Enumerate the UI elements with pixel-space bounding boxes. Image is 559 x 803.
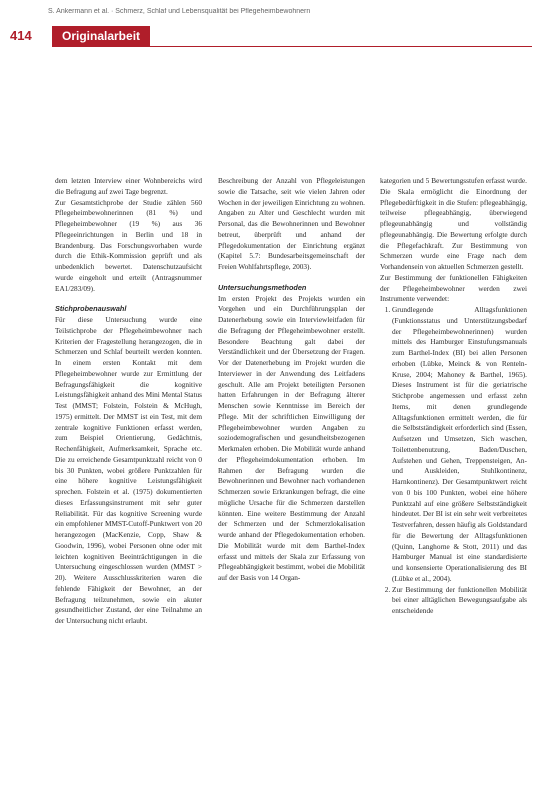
paragraph: dem letzten Interview einer Wohnbereichs wird die Befragung auf zwei Tage begrenzt. bbox=[55, 176, 202, 196]
text-column-2 bbox=[218, 176, 365, 584]
numbered-list bbox=[380, 305, 527, 617]
text-column-1 bbox=[55, 176, 202, 627]
paragraph: Für diese Untersuchung wurde eine Teilstichprobe der Pflegeheimbewohner nach Kriterien der Fragestellung herangezogen, die in Schmerzen und Schlaf beurteilt werden konnten. In einem ersten Kontakt mit dem Pflegeheimbewohner wurde zur Ermittlung der Befragungsfähigkeit die kognitive Leistungsfähigkeit anhand des Mini Mental Status Test (MMST; Folstein, Folstein & McHugh, 1975) ermittelt. Der MMST ist ein Test, mit dem zentrale kognitive Funktionen erfasst werden, zum Beispiel Orientierung, Gedächtnis, Rechenfähigkeit, Aufmerksamkeit, Sprache etc. Die zu erreichende Gesamtpunktzahl reicht von 0 bis 30 Punkten, wobei größere Punktzahlen für eine höhere kognitive Leistungsfähigkeit sprechen. Folstein et al. (1975) dokumentierten dieses Erfassungsinstrument mit sehr guter Reliabilität. Für das kognitive Screening wurde ein empfohlener MMST-Cutoff-Punktwert von 20 herangezogen (MacKenzie, Copp, Shaw & Goodwin, 1996), wobei Personen ohne oder mit leichten kognitiven Beeinträchtigungen in die Untersuchung eingeschlossen wurden (MMST > 20). Weitere Ausschlusskriterien waren die fehlende Fähigkeit der Bewohner, an der Befragung teilzunehmen, sowie ein akuter gesundheitlicher Zustand, der eine Teilnahme an der Untersuchung nicht erlaubt. bbox=[55, 315, 202, 625]
running-head: S. Ankermann et al. · Schmerz, Schlaf und Lebensqualität bei Pflegeheimbewohnern bbox=[48, 8, 311, 15]
paragraph: Zur Bestimmung der funktionellen Fähigkeiten der Pflegeheimbewohner werden zwei Instrumente verwendet: bbox=[380, 272, 527, 304]
page-number: 414 bbox=[10, 28, 32, 43]
section-heading: Untersuchungsmethoden bbox=[218, 282, 307, 292]
paragraph: Zur Gesamtstichprobe der Studie zählen 560 Pflegeheimbewohnerinnen (81 %) und Pflegeheimbewohner (19 %) aus 36 Pflegeeinrichtungen in Berlin und 18 in Brandenburg. Das Forschungsvorhaben wurde durch die Ethik-Kommission geprüft und als unbedenklich bewertet. Datenschutzaufsicht wurde eingeholt und erteilt (Antragsnummer EA1/283/09). bbox=[55, 197, 202, 293]
section-heading: Stichprobenauswahl bbox=[55, 304, 127, 314]
text-column-3 bbox=[380, 176, 527, 617]
list-item: 1. Grundlegende Alltagsfunktionen (Funktionsstatus und Unterstützungsbedarf der Pflegeheimbewohnerinnen) wurden mittels des Hamburger Einstufungsmanuals zum Barthel-Index (BI) bei allen Personen erhoben (Lübke, Meinck & von Renteln-Kruse, 2004; Mahoney & Barthel, 1965). Dieses Instrument ist für die geriatrische Stichprobe angemessen und erfasst zehn Items, mit denen grundlegende Alltagsfunktionen ermittelt werden, die für die Selbstständigkeit erforderlich sind (Essen, Aufsetzen und Umsetzen, Sich waschen, Toilettenbenutzung, Baden/Duschen, Aufstehen und Gehen, Treppensteigen, An- und Auskleiden, Stuhlkontinenz, Harnkontinenz). Der Gesamtpunktwert reicht von 0 bis 100 Punkten, wobei eine höhere Punktzahl auf eine größere Selbstständigkeit hindeutet. Der BI ist ein sehr weit verbreitetes Testverfahren, dessen häufig als Goldstandard für die Bewertung der Alltagsfunktionen (Quinn, Langhorne & Stott, 2011) und das Hamburger Manual ist eine standardisierte und konsensierte Operationalisierung des BI (Lübke et al., 2004). bbox=[392, 305, 527, 585]
list-item: 2. Zur Bestimmung der funktionellen Mobilität bei einer alltäglichen Bewegungsaufgabe als entscheidende bbox=[392, 585, 527, 617]
section-label: Originalarbeit bbox=[52, 26, 150, 46]
header-rule bbox=[52, 46, 532, 47]
page-header bbox=[0, 26, 559, 48]
paragraph: Im ersten Projekt des Projekts wurden ein Vorgehen und ein Durchführungsplan der Datenerhebung sowie ein Interviewleitfaden für die Befragung der Pflegeheimbewohner erstellt. Besondere Beachtung galt dabei der Verständlichkeit und der Übersetzung der Fragen. Vor der Datenerhebung im Projekt wurden die Interviewer in der Anwendung des Leitfadens geschult. Alle am Projekt beteiligten Personen hatten Erfahrungen in der Befragung älterer Menschen sowie Kenntnisse im Bereich der Pflege. Mit der schriftlichen Einwilligung der Pflegeheimbewohner wurden Angaben zu soziodemografischen und gesundheitsbezogenen Merkmalen erhoben. Die Mobilität wurde anhand der Pflegeheimdokumentation erhoben. Im Rahmen der Befragung wurden die Bewohnerinnen und Bewohner nach vorhandenen Schmerzen sowie Erkrankungen befragt, die eine mögliche Ursache für die Schmerzen darstellen könnten. Eine weitere Bestimmung der Anzahl der Schmerzen und der Schmerzlokalisation wurde anhand der Pflegedokumentation erhoben. Die Mobilität wurde mit dem Barthel-Index erfasst und mittels der Skala zur Erfassung von Pflegeabhängigkeit bestimmt, wobei die Mobilität auf der Basis von 14 Organ- bbox=[218, 293, 365, 582]
paragraph: kategorien und 5 Bewertungsstufen erfasst wurde. Die Skala ermöglicht die Einordnung der Pflegebedürftigkeit in die Stufen: pflegeabhängig, teilweise pflegeabhängig, überwiegend pflegeunabhängig und vollständig pflegeunabhängig. Die Bewertung erfolgte durch die Pflegefachkraft. Zur Bestimmung von Schmerzen wurde eine Frage nach dem Vorhandensein von aktuellen Schmerzen gestellt. bbox=[380, 176, 527, 271]
paragraph: Beschreibung der Anzahl von Pflegeleistungen sowie die Tatsache, seit wie vielen Jahren oder Wochen in der jeweiligen Einrichtung zu wohnen. Angaben zu Alter und Geschlecht wurden mit Personal, das die Bewohnerinnen und Bewohner betreut, überprüft und anhand der Pflegedokumentation der Einrichtung ergänzt (Kapitel 5.7: Bundesarbeitsgemeinschaft der Freien Wohlfahrtspflege, 2003). bbox=[218, 176, 365, 271]
